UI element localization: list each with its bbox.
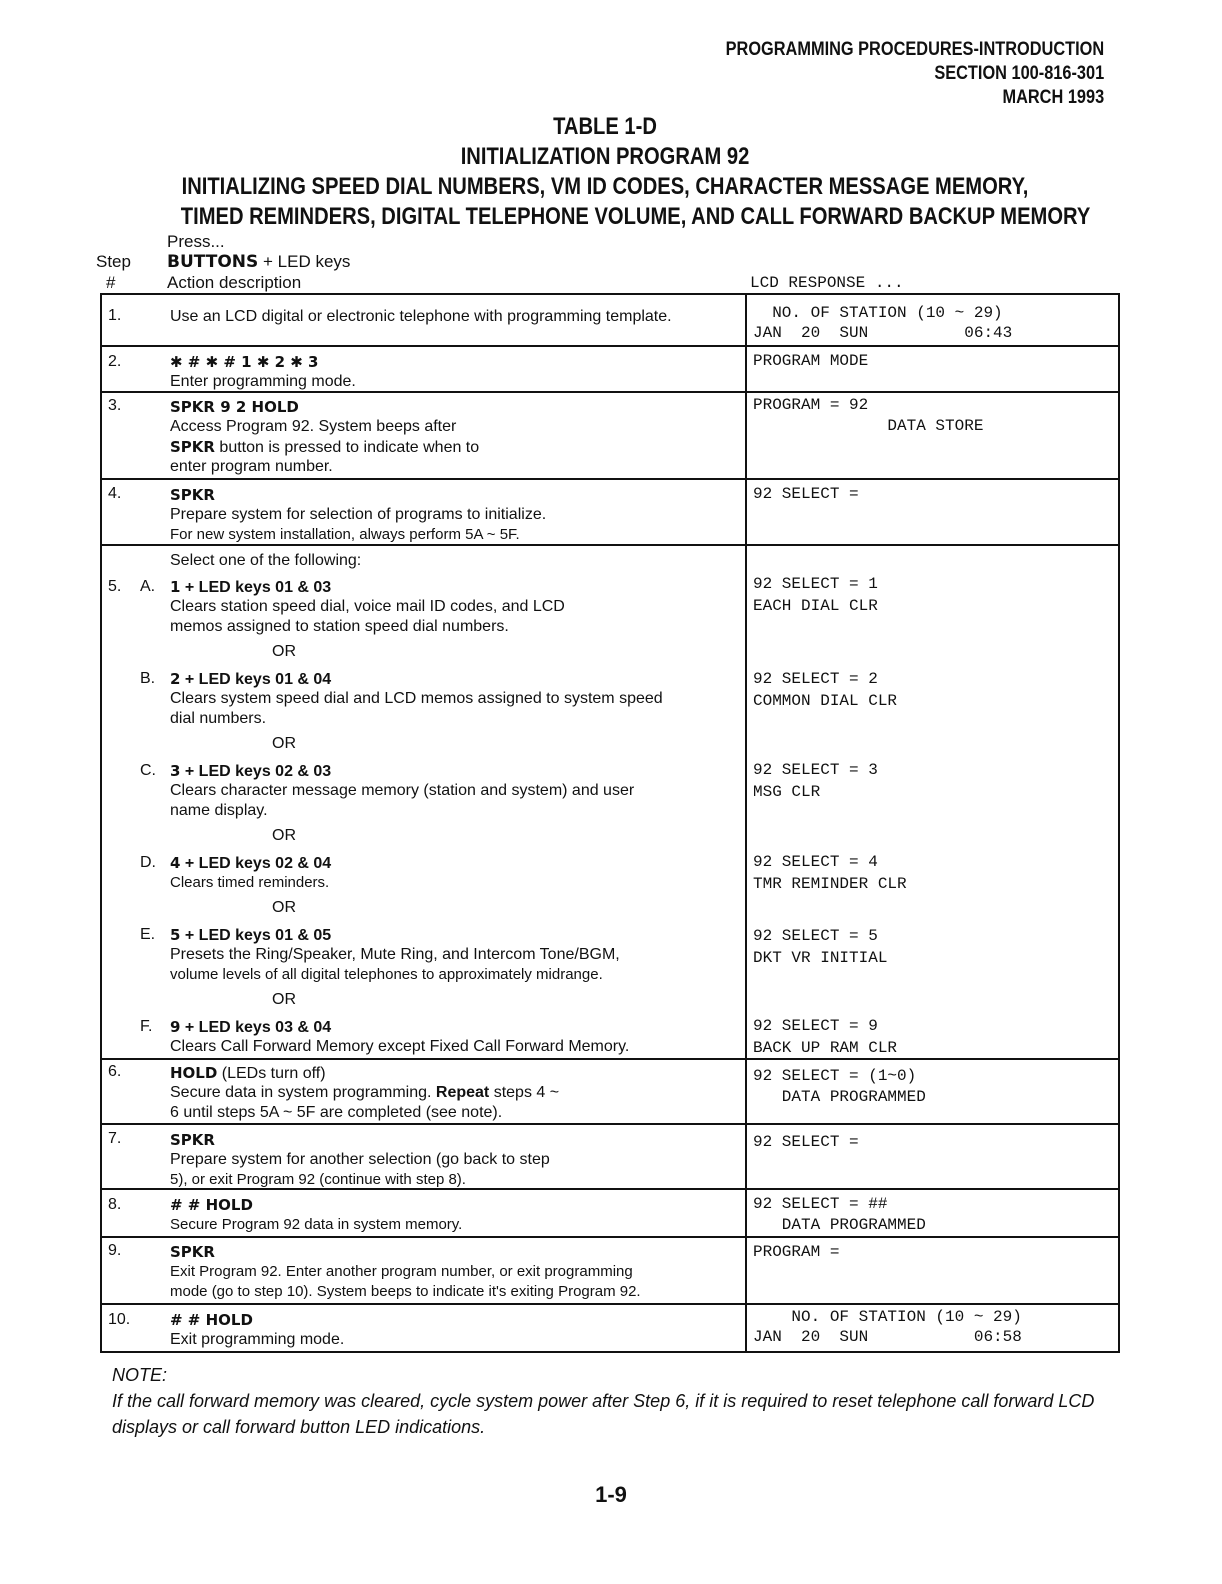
or-separator: OR xyxy=(272,643,296,660)
table-row xyxy=(102,295,1118,347)
step-intro: Select one of the following: xyxy=(170,552,362,569)
option-key-number: 3 xyxy=(170,762,181,780)
table-row xyxy=(102,480,1118,544)
lcd-line-1: NO. OF STATION (10 ~ 29) xyxy=(753,1308,1022,1326)
step-description: Exit Program 92. Enter another program number, or exit programming xyxy=(170,1263,633,1280)
lcd-line-1: PROGRAM = 92 xyxy=(753,396,869,414)
step-keys: SPKR xyxy=(170,486,215,504)
lcd-line-2: MSG CLR xyxy=(753,783,821,801)
page-number: 1-9 xyxy=(595,1482,627,1507)
desc-bold: Repeat xyxy=(435,1084,490,1101)
option-keys xyxy=(170,1017,740,1038)
table-subtitle-2: TIMED REMINDERS, DIGITAL TELEPHONE VOLUME, AND CALL FORWARD BACKUP MEMORY xyxy=(180,203,1091,230)
lcd-line-1: 92 SELECT = 5 xyxy=(753,927,878,945)
option-letter: F. xyxy=(140,1018,153,1035)
or-separator: OR xyxy=(272,991,296,1008)
option-key-text: + LED keys 02 & 04 xyxy=(184,855,332,872)
option-description: Clears Call Forward Memory except Fixed Call Forward Memory. xyxy=(170,1038,630,1055)
option-letter: C. xyxy=(140,762,156,779)
step-description: Prepare system for selection of programs to initialize. xyxy=(170,506,547,523)
option-letter: E. xyxy=(140,926,156,943)
step-number: 4. xyxy=(108,485,122,502)
option-letter: A. xyxy=(140,578,156,595)
table-subtitle-1: INITIALIZING SPEED DIAL NUMBERS, VM ID CODES, CHARACTER MESSAGE MEMORY, xyxy=(181,173,1029,200)
step-keys: # # HOLD xyxy=(170,1311,253,1329)
step-keys: ✱ # ✱ # 1 ✱ 2 ✱ 3 xyxy=(170,353,319,371)
header-line-1: PROGRAMMING PROCEDURES-INTRODUCTION xyxy=(725,39,1104,60)
lcd-line-2: EACH DIAL CLR xyxy=(753,597,878,615)
step-description: Access Program 92. System beeps after xyxy=(170,418,457,435)
option-letter: D. xyxy=(140,854,156,871)
key-note: (LEDs turn off) xyxy=(217,1065,326,1082)
lcd-line-2: TMR REMINDER CLR xyxy=(753,875,907,893)
step-number: 10. xyxy=(108,1311,131,1328)
option-description: dial numbers. xyxy=(170,710,267,727)
lcd-line-1: 92 SELECT = xyxy=(753,1133,859,1151)
option-keys xyxy=(170,925,740,946)
step-number: 6. xyxy=(108,1063,122,1080)
option-key-text: + LED keys 03 & 04 xyxy=(184,1019,332,1036)
key-label: HOLD xyxy=(170,1064,218,1082)
table-row xyxy=(102,393,1118,479)
hash-label: # xyxy=(106,273,116,292)
step-number: 8. xyxy=(108,1196,122,1213)
step-keys: SPKR xyxy=(170,1131,215,1149)
step-description: enter program number. xyxy=(170,458,333,475)
step-number: 1. xyxy=(108,307,122,324)
lcd-line-1: 92 SELECT = 1 xyxy=(753,575,878,593)
option-keys xyxy=(170,577,740,598)
step-keys: SPKR 9 2 HOLD xyxy=(170,398,299,416)
table-row xyxy=(102,1125,1118,1189)
step-number: 9. xyxy=(108,1242,122,1259)
step-label: Step xyxy=(96,252,131,271)
lcd-line-1: PROGRAM = xyxy=(753,1243,840,1261)
lcd-line-1: NO. OF STATION (10 ~ 29) xyxy=(753,304,1003,322)
step-number: 7. xyxy=(108,1130,122,1147)
procedure-table xyxy=(100,293,1120,1353)
option-keys xyxy=(170,761,740,782)
lcd-line-2: DATA PROGRAMMED xyxy=(753,1088,926,1106)
step-description: For new system installation, always perform 5A ~ 5F. xyxy=(170,526,520,543)
step-keys: SPKR xyxy=(170,1243,215,1261)
option-keys xyxy=(170,853,740,874)
table-title: INITIALIZATION PROGRAM 92 xyxy=(460,143,750,170)
table-row xyxy=(102,1190,1118,1236)
table-row xyxy=(102,546,1118,1059)
option-description: memos assigned to station speed dial numbers. xyxy=(170,618,509,635)
note-block xyxy=(112,1362,1112,1440)
table-title-block xyxy=(100,112,1110,232)
lcd-line-2: JAN 20 SUN 06:43 xyxy=(753,324,1013,342)
option-key-number: 4 xyxy=(170,854,181,872)
option-letter: B. xyxy=(140,670,156,687)
option-description: Clears timed reminders. xyxy=(170,874,330,891)
lcd-line-2: COMMON DIAL CLR xyxy=(753,692,898,710)
step-keys: # # HOLD xyxy=(170,1196,253,1214)
header-line-2: SECTION 100-816-301 xyxy=(934,63,1104,84)
buttons-label xyxy=(167,252,350,272)
option-keys xyxy=(170,669,740,690)
lcd-line-1: 92 SELECT = 4 xyxy=(753,853,878,871)
desc-part: Secure data in system programming. xyxy=(170,1084,436,1101)
document-header xyxy=(725,38,1104,110)
step-description: mode (go to step 10). System beeps to indicate it's exiting Program 92. xyxy=(170,1283,641,1300)
lcd-line-2: BACK UP RAM CLR xyxy=(753,1039,898,1057)
inline-text: button is pressed to indicate when to xyxy=(214,439,480,456)
table-row xyxy=(102,1238,1118,1302)
option-key-number: 9 xyxy=(170,1018,181,1036)
press-label: Press... xyxy=(167,232,225,251)
lcd-line-2: DKT VR INITIAL xyxy=(753,949,888,967)
option-description: Presets the Ring/Speaker, Mute Ring, and Intercom Tone/BGM, xyxy=(170,946,620,963)
option-key-text: + LED keys 01 & 03 xyxy=(184,579,332,596)
option-description: Clears station speed dial, voice mail ID codes, and LCD xyxy=(170,598,565,615)
step-description: Secure Program 92 data in system memory. xyxy=(170,1216,463,1233)
lcd-line-1: 92 SELECT = (1~0) xyxy=(753,1067,917,1085)
lcd-response-label: LCD RESPONSE ... xyxy=(750,274,904,292)
step-description xyxy=(170,437,740,458)
step-description: 5), or exit Program 92 (continue with step 8). xyxy=(170,1171,466,1188)
table-row xyxy=(102,347,1118,393)
step-description: 6 until steps 5A ~ 5F are completed (see note). xyxy=(170,1104,503,1121)
step-number: 3. xyxy=(108,397,122,414)
lcd-line-2: JAN 20 SUN 06:58 xyxy=(753,1328,1022,1346)
lcd-line-1: 92 SELECT = xyxy=(753,485,859,503)
option-key-number: 1 xyxy=(170,578,181,596)
step-description: Use an LCD digital or electronic telephone with programming template. xyxy=(170,308,672,325)
option-description: Clears character message memory (station and system) and user xyxy=(170,782,635,799)
option-key-text: + LED keys 01 & 04 xyxy=(184,671,332,688)
lcd-line-1: 92 SELECT = ## xyxy=(753,1195,888,1213)
or-separator: OR xyxy=(272,827,296,844)
lcd-line-1: PROGRAM MODE xyxy=(753,352,869,370)
step-number: 5. xyxy=(108,578,122,595)
lcd-line-1: 92 SELECT = 2 xyxy=(753,670,878,688)
note-label: NOTE: xyxy=(112,1365,168,1385)
step-number: 2. xyxy=(108,353,122,370)
desc-part: steps 4 ~ xyxy=(489,1084,560,1101)
step-keys xyxy=(170,1063,740,1084)
note-text: If the call forward memory was cleared, cycle system power after Step 6, if it is required to reset telephone call forward LCD displays or call forward button LED indications. xyxy=(112,1391,1095,1437)
table-row xyxy=(102,1305,1118,1353)
table-row xyxy=(102,1060,1118,1124)
lcd-line-2: DATA PROGRAMMED xyxy=(753,1216,926,1234)
led-keys-label: + LED keys xyxy=(263,252,351,271)
step-description: Enter programming mode. xyxy=(170,373,356,390)
option-description: name display. xyxy=(170,802,268,819)
option-description: volume levels of all digital telephones to approximately midrange. xyxy=(170,966,603,983)
lcd-line-1: 92 SELECT = 9 xyxy=(753,1017,878,1035)
or-separator: OR xyxy=(272,735,296,752)
or-separator: OR xyxy=(272,899,296,916)
table-number: TABLE 1-D xyxy=(553,113,657,140)
option-description: Clears system speed dial and LCD memos assigned to system speed xyxy=(170,690,663,707)
lcd-line-1: 92 SELECT = 3 xyxy=(753,761,878,779)
lcd-line-2: DATA STORE xyxy=(753,417,984,435)
option-key-number: 5 xyxy=(170,926,181,944)
step-description: Exit programming mode. xyxy=(170,1331,345,1348)
step-description: Prepare system for another selection (go back to step xyxy=(170,1151,550,1168)
action-description-label: Action description xyxy=(167,273,302,292)
inline-key: SPKR xyxy=(170,438,215,456)
option-key-text: + LED keys 02 & 03 xyxy=(184,763,332,780)
column-headers xyxy=(0,232,1222,292)
step-description xyxy=(170,1083,740,1103)
option-key-text: + LED keys 01 & 05 xyxy=(184,927,332,944)
option-key-number: 2 xyxy=(170,670,181,688)
header-line-3: MARCH 1993 xyxy=(1002,87,1104,108)
buttons-bold: BUTTONS xyxy=(167,252,259,272)
